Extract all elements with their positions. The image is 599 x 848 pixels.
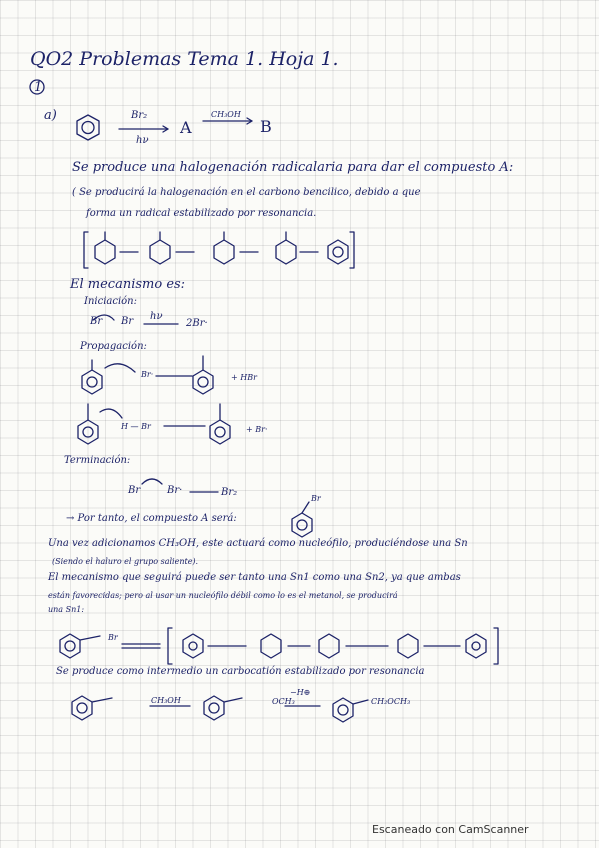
resonance-structures xyxy=(95,232,348,264)
resonance-bracket-left xyxy=(84,232,88,268)
init-product: 2Br· xyxy=(186,318,208,329)
text-line-3: forma un radical estabilizado por resonancia. xyxy=(86,208,317,219)
step-initiation: Iniciación: xyxy=(84,296,137,307)
scanner-watermark: Escaneado con CamScanner xyxy=(372,823,529,836)
paragraph-line-1: Una vez adicionamos CH₃OH, este actuará como nucleófilo, produciéndose una Sn xyxy=(48,538,468,549)
product-b: B xyxy=(260,117,272,136)
step-termination: Terminación: xyxy=(64,455,131,466)
problem-number: 1 xyxy=(34,80,43,95)
propagation-1 xyxy=(82,356,213,394)
conclusion-text: → Por tanto, el compuesto A será: xyxy=(66,513,237,524)
init-br-left: Br xyxy=(90,316,103,327)
sn1-resonance xyxy=(60,628,498,664)
part-label: a) xyxy=(44,108,57,123)
text-line-2: ( Se producirá la halogenación en el carbono bencilico, debido a que xyxy=(72,187,421,198)
termination-curved-arrow xyxy=(142,479,162,484)
prop2-br: + Br· xyxy=(246,425,268,434)
term-br-1: Br xyxy=(128,485,141,496)
reagent-br2: Br₂ xyxy=(131,110,148,121)
final-ch3oh: CH₃OH xyxy=(151,696,181,705)
problem-number-circle xyxy=(30,80,44,94)
final-step xyxy=(72,696,368,722)
product-a: A xyxy=(180,118,192,137)
init-br-right: Br xyxy=(121,316,134,327)
reagent-ch3oh: CH₃OH xyxy=(211,110,241,119)
final-product-label: CH₂OCH₃ xyxy=(371,697,411,706)
benzene-ring xyxy=(77,115,99,140)
intermediate-text: Se produce como intermedio un carbocatión estabilizado por resonancia xyxy=(56,666,425,677)
step-propagation: Propagación: xyxy=(80,341,147,352)
compound-a-br: Br xyxy=(311,494,321,503)
prop1-hbr: + HBr xyxy=(231,373,257,382)
sn1-br: Br xyxy=(108,633,118,642)
final-hplus: −H⊕ xyxy=(290,688,311,697)
initiation-curved-arrow xyxy=(93,315,114,320)
final-och3: OCH₃ xyxy=(272,697,295,706)
paragraph-line-5: una Sn1: xyxy=(48,605,85,614)
page-title: QO2 Problemas Tema 1. Hoja 1. xyxy=(30,48,339,70)
text-line-1: Se produce una halogenación radicalaria para dar el compuesto A: xyxy=(72,160,514,175)
init-condition: hν xyxy=(150,311,163,322)
paragraph-line-2: (Siendo el haluro el grupo saliente). xyxy=(52,557,199,566)
term-br-2: Br· xyxy=(167,485,183,496)
benzene-circle xyxy=(82,122,94,134)
paragraph-line-3: El mecanismo que seguirá puede ser tanto una Sn1 como una Sn2, ya que ambas xyxy=(48,572,461,583)
condition-hv: hν xyxy=(136,135,149,146)
propagation-2 xyxy=(78,404,230,444)
prop1-br: Br· xyxy=(141,370,154,379)
term-product: Br₂ xyxy=(221,487,238,498)
resonance-bracket-right xyxy=(350,232,354,268)
prop2-hbr: H — Br xyxy=(121,422,151,431)
compound-a-structure xyxy=(292,502,312,537)
mechanism-intro: El mecanismo es: xyxy=(70,277,186,292)
paragraph-line-4: están favorecidas; pero al usar un nucleófilo débil como lo es el metanol, se producirá xyxy=(48,591,398,600)
